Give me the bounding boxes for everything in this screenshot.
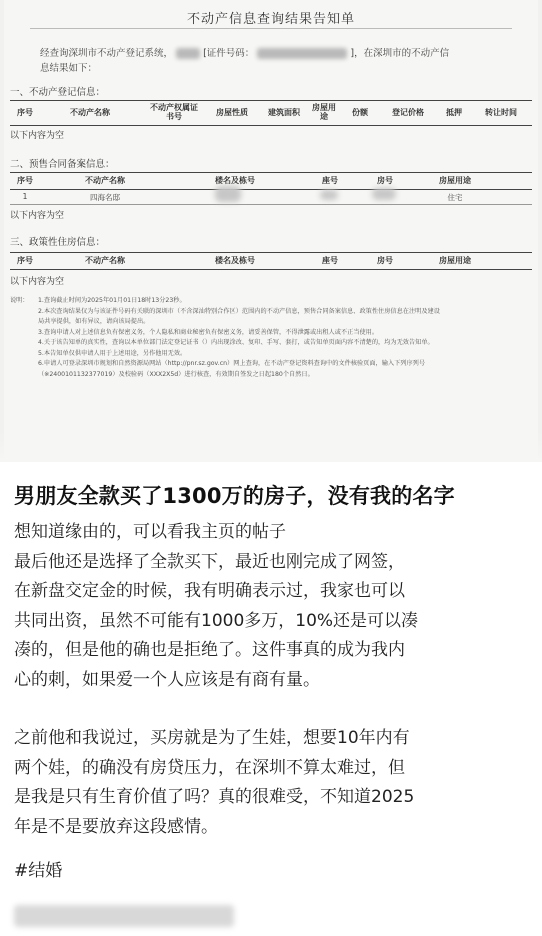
s3-col-index: 序号 xyxy=(17,256,33,265)
s1-col-mortgage: 抵押 xyxy=(446,108,462,117)
redacted-building xyxy=(215,186,241,202)
s3-col-use: 房屋用途 xyxy=(439,256,471,265)
s3-col-building: 楼名及栋号 xyxy=(215,256,255,265)
s2-cell-index: 1 xyxy=(22,192,28,201)
note-line: 1.查询截止时间为2025年01月01日18时13分23秒。 xyxy=(38,297,186,304)
post-line: 想知道缘由的，可以看我主页的帖子 xyxy=(14,522,286,542)
notes-label: 说明： xyxy=(10,297,29,304)
s1-col-share: 份额 xyxy=(352,108,368,117)
redacted-room xyxy=(372,188,396,200)
note-line: 6.申请人可登录深圳市规划和自然资源局网站（http://pnr.sz.gov.cn）网上查询，在不动产登记资料查询中的文件核验页面，输入下列序列号 xyxy=(38,360,426,367)
s3-col-name: 不动产名称 xyxy=(85,256,125,265)
post-line: 心的刺，如果爱一个人应该是有商有量。 xyxy=(14,669,320,690)
redacted-block xyxy=(320,190,338,200)
section2-empty: 以下内容为空 xyxy=(10,211,65,221)
section1-empty: 以下内容为空 xyxy=(10,131,65,141)
intro-line-2: 息结果如下： xyxy=(40,63,98,74)
s2-col-index: 序号 xyxy=(17,176,33,185)
post-line: 年是不是要放弃这段感情。 xyxy=(14,816,218,837)
s1-col-index: 序号 xyxy=(17,108,33,117)
post-body xyxy=(0,462,542,936)
post-line: 凑的，但是他的确也是拒绝了。这件事真的成为我内 xyxy=(14,640,405,660)
section1-header-row xyxy=(10,100,532,126)
intro-text-a: 经查询深圳市不动产登记系统， xyxy=(40,48,174,59)
hashtag-link[interactable]: #结婚 xyxy=(14,861,63,881)
post-line: 最后他还是选择了全款买下，最近也刚完成了网签， xyxy=(14,551,405,572)
redacted-id-number xyxy=(257,48,347,59)
document-bottom-fade xyxy=(0,432,542,462)
section3-title: 三、政策性住房信息： xyxy=(10,237,106,248)
redacted-name xyxy=(176,48,200,59)
document-photo xyxy=(0,0,542,462)
post-paragraph-1 xyxy=(14,518,534,695)
s1-col-price: 登记价格 xyxy=(392,108,424,117)
note-line: 4.关于该告知单的真实性，查询以本单位部门法定登记证书（）内出现涂改、复印、手写、套打，或告知单页面内容不清楚的，均为无效告知单。 xyxy=(38,339,434,346)
title-divider xyxy=(30,28,512,29)
s2-col-name: 不动产名称 xyxy=(85,176,125,185)
document-title: 不动产信息查询结果告知单 xyxy=(186,12,355,27)
section2-title: 二、预售合同备案信息： xyxy=(10,159,115,170)
post-title: 男朋友全款买了1300万的房子，没有我的名字 xyxy=(14,484,455,508)
note-line: （※2400101132377019）及校验码（XXX2X5d）进行核查，有效期自签发之日起180个自然日。 xyxy=(38,370,314,378)
s2-col-room: 房号 xyxy=(377,176,393,185)
post-line: 之前他和我说过，买房就是为了生娃，想要10年内有 xyxy=(14,728,410,748)
s2-col-block: 座号 xyxy=(322,176,338,185)
s1-col-transfer: 转让时间 xyxy=(485,108,517,117)
section2-data-row xyxy=(10,190,532,205)
post-line: 共同出资，虽然不可能有1000多万，10%还是可以凑 xyxy=(14,610,419,631)
post-paragraph-2 xyxy=(14,724,534,842)
section2-header-row xyxy=(10,172,532,190)
post-line: 在新盘交定金的时候，我有明确表示过，我家也可以 xyxy=(14,581,405,601)
note-line: 2.本次查询结果仅为与该证件号码有关联的深圳市（不含深汕特别合作区）范围内的不动产信息，预售合同备案信息、政策性住房信息在注明及建设 xyxy=(38,307,440,315)
s1-col-cert: 不动产权属证书号 xyxy=(150,103,198,121)
s1-col-use: 房屋用途 xyxy=(312,103,336,121)
s2-cell-name: 四海名邸 xyxy=(90,193,120,202)
note-line: 3.查询申请人对上述信息负有保密义务，个人隐私和商业秘密负有保密义务，请妥善保管，不得泄露或出租人或不正当使用。 xyxy=(38,328,379,336)
document-intro xyxy=(40,46,510,76)
s3-col-block: 座号 xyxy=(322,256,338,265)
intro-line-1 xyxy=(40,46,510,61)
s1-col-name: 不动产名称 xyxy=(70,108,110,117)
s2-col-building: 楼名及栋号 xyxy=(215,176,255,185)
note-line: 局共享提供，如有异议，请向该局提出。 xyxy=(38,318,150,325)
section3-empty: 以下内容为空 xyxy=(10,277,65,287)
blurred-footer xyxy=(14,905,234,927)
post-line: 是我是只有生育价值了吗？真的很难受，不知道2025 xyxy=(14,787,415,807)
notes-body xyxy=(38,296,530,380)
note-line: 5.本告知单仅供申请人用于上述用途，另作他用无效。 xyxy=(38,349,187,357)
s2-cell-use: 住宅 xyxy=(447,193,463,202)
intro-text-c: ]，在深圳市的不动产信 xyxy=(350,48,450,59)
s1-col-nature: 房屋性质 xyxy=(216,108,248,117)
s2-col-use: 房屋用途 xyxy=(439,176,471,185)
s3-col-room: 房号 xyxy=(377,256,393,265)
section3-header-row xyxy=(10,252,532,270)
post-line: 两个娃，的确没有房贷压力，在深圳不算太难过，但 xyxy=(14,757,405,778)
section1-title: 一、不动产登记信息： xyxy=(10,87,106,98)
s1-col-area: 建筑面积 xyxy=(268,108,300,117)
intro-text-b: [证件号码： xyxy=(203,48,255,59)
